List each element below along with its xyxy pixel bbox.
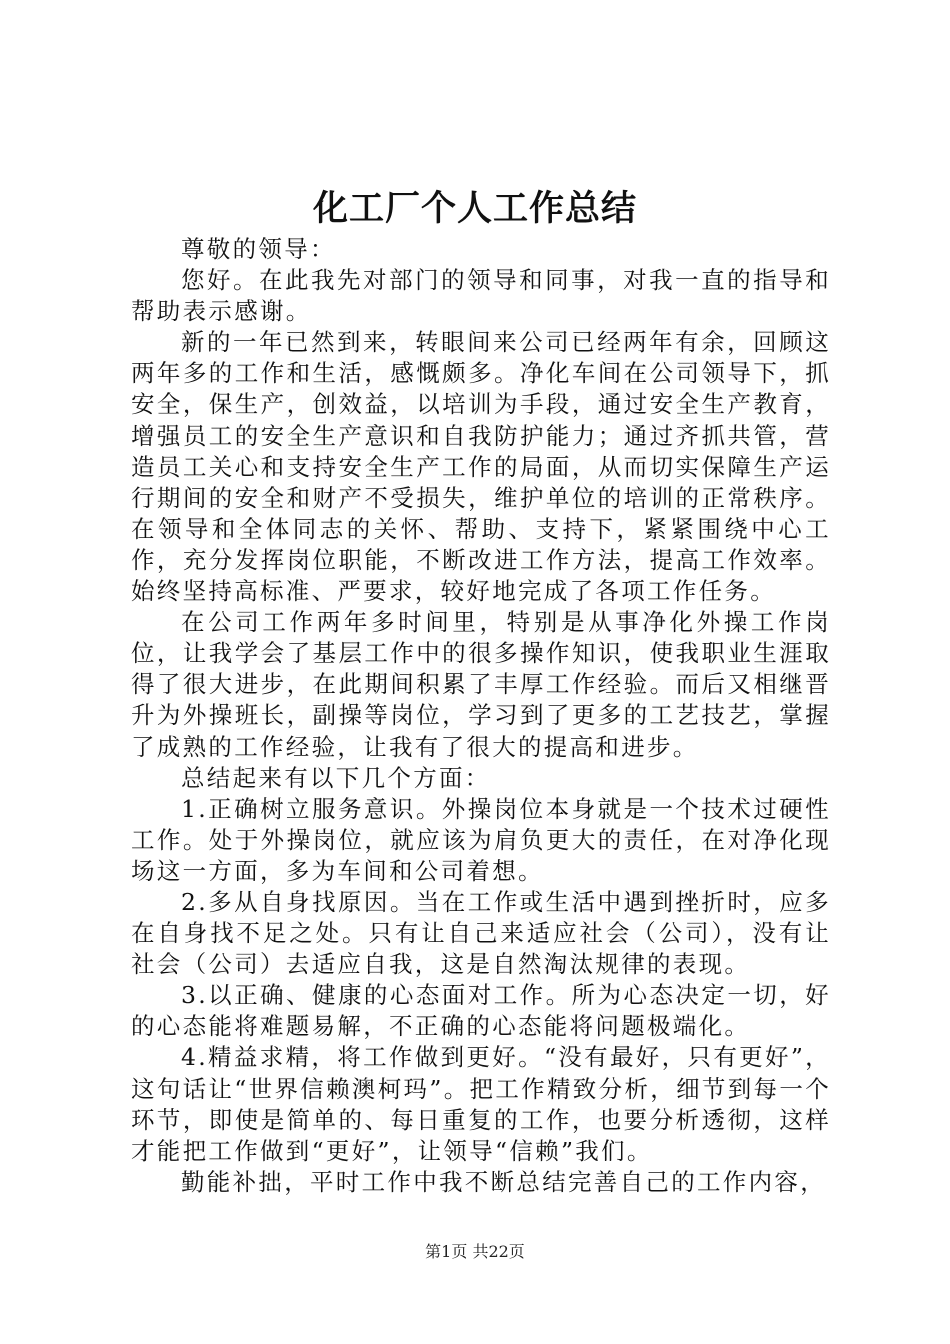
paragraph-greeting: 您好。在此我先对部门的领导和同事，对我一直的指导和帮助表示感谢。 xyxy=(131,266,831,326)
page-footer: 第1页 共22页 xyxy=(425,1242,525,1261)
paragraph-point-1: 1.正确树立服务意识。外操岗位本身就是一个技术过硬性工作。处于外操岗位，就应该为肩负更大的责任，在对净化现场这一方面，多为车间和公司着想。 xyxy=(131,794,831,885)
paragraph-summary-intro: 总结起来有以下几个方面： xyxy=(181,763,491,792)
document-body xyxy=(131,234,831,1198)
paragraph-review: 新的一年已然到来，转眼间来公司已经两年有余，回顾这两年多的工作和生活，感慨颇多。净化车间在公司领导下，抓安全，保生产，创效益，以培训为手段，通过安全生产教育，增强员工的安全生产意识和自我防护能力；通过齐抓共管，营造员工关心和支持安全生产工作的局面，从而切实保障生产运行期间的安全和财产不受损失，维护单位的培训的正常秩序。在领导和全体同志的关怀、帮助、支持下，紧紧围绕中心工作，充分发挥岗位职能，不断改进工作方法，提高工作效率。始终坚持高标准、严要求，较好地完成了各项工作任务。 xyxy=(131,328,831,606)
paragraph-point-2: 2.多从自身找原因。当在工作或生活中遇到挫折时，应多在自身找不足之处。只有让自己来适应社会（公司），没有让社会（公司）去适应自我，这是自然淘汰规律的表现。 xyxy=(131,887,831,979)
paragraph-salutation: 尊敬的领导： xyxy=(181,235,336,263)
paragraph-point-3: 3.以正确、健康的心态面对工作。所为心态决定一切，好的心态能将难题易解，不正确的心态能将问题极端化。 xyxy=(131,981,831,1041)
document-title: 化工厂个人工作总结 xyxy=(312,188,637,229)
paragraph-continuation: 勤能补拙，平时工作中我不断总结完善自己的工作内容， xyxy=(181,1167,826,1196)
paragraph-experience: 在公司工作两年多时间里，特别是从事净化外操工作岗位，让我学会了基层工作中的很多操作知识，使我职业生涯取得了很大进步，在此期间积累了丰厚工作经验。而后又相继晋升为外操班长，副操等岗位，学习到了更多的工艺技艺，掌握了成熟的工作经验，让我有了很大的提高和进步。 xyxy=(131,608,831,761)
paragraph-point-4: 4.精益求精，将工作做到更好。“没有最好，只有更好”，这句话让“世界信赖澳柯玛”。把工作精致分析，细节到每一个环节，即使是简单的、每日重复的工作，也要分析透彻，这样才能把工作做到“更好”，让领导“信赖”我们。 xyxy=(131,1043,831,1165)
